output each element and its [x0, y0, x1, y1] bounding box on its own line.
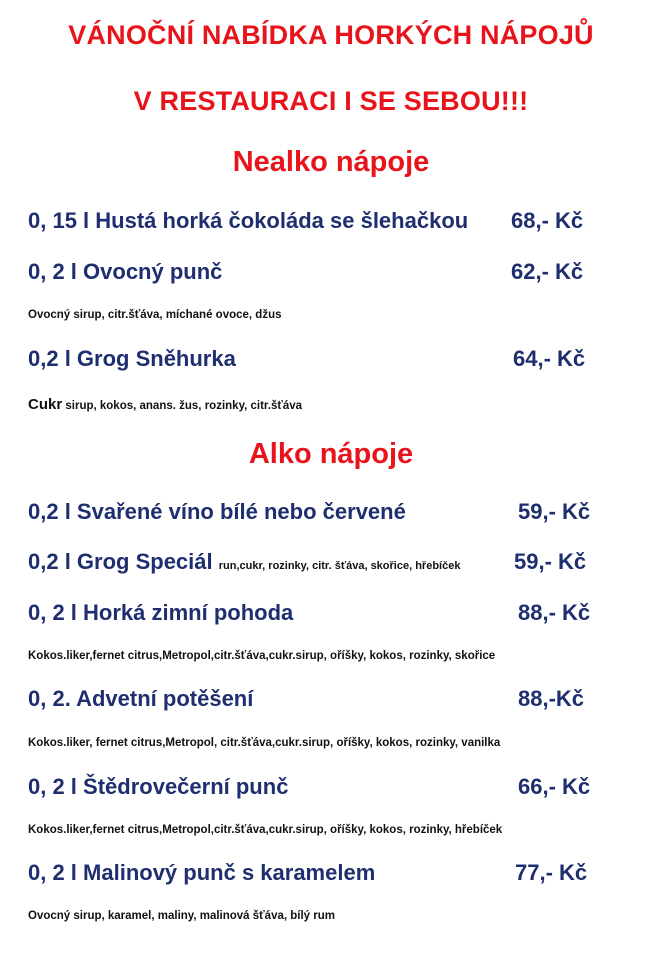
menu-item-price: 59,- Kč — [518, 499, 591, 524]
menu-item-note — [28, 396, 302, 413]
menu-item-note: Kokos.liker,fernet citrus,Metropol,citr.šťáva,cukr.sirup, oříšky, kokos, rozinky, hřebíček — [28, 824, 503, 836]
menu-item-price: 62,- Kč — [511, 259, 584, 284]
menu-title: VÁNOČNÍ NABÍDKA HORKÝCH NÁPOJŮ — [68, 20, 594, 50]
note-text: sirup, kokos, anans. žus, rozinky, citr.šťáva — [62, 400, 303, 412]
menu-item-price: 59,- Kč — [514, 549, 587, 574]
menu-item-name: 0, 15 l Hustá horká čokoláda se šlehačkou — [28, 208, 469, 233]
menu-item-inline-note: run,cukr, rozinky, citr. šťáva, skořice, hřebíček — [218, 560, 461, 572]
menu-item-row — [28, 549, 460, 575]
menu-item-name: 0, 2 l Štědrovečerní punč — [28, 774, 289, 799]
menu-item-name: 0, 2 l Malinový punč s karamelem — [28, 860, 376, 885]
menu-item-price: 88,-Kč — [518, 686, 585, 711]
menu-item-name: 0,2 l Svařené víno bílé nebo červené — [28, 499, 406, 524]
menu-item-price: 66,- Kč — [518, 774, 591, 799]
menu-item-note: Ovocný sirup, karamel, maliny, malinová šťáva, bílý rum — [28, 910, 335, 922]
menu-item-note: Kokos.liker, fernet citrus,Metropol, citr.šťáva,cukr.sirup, oříšky, kokos, rozinky, vanilka — [28, 737, 501, 749]
note-lead: Cukr — [28, 396, 63, 413]
menu-item-price: 88,- Kč — [518, 600, 591, 625]
menu-subtitle: V RESTAURACI I SE SEBOU!!! — [133, 86, 529, 116]
menu-item-name: 0, 2 l Ovocný punč — [28, 259, 223, 284]
menu-item-price: 64,- Kč — [513, 346, 586, 371]
menu-item-price: 68,- Kč — [511, 208, 584, 233]
menu-item-note: Kokos.liker,fernet citrus,Metropol,citr.šťáva,cukr.sirup, oříšky, kokos, rozinky, skořice — [28, 650, 496, 662]
menu-item-name: 0, 2. Advetní potěšení — [28, 686, 254, 711]
menu-item-name: 0,2 l Grog Speciál — [28, 549, 213, 574]
menu-item-note: Ovocný sirup, citr.šťáva, míchané ovoce, džus — [28, 309, 282, 321]
menu-item-price: 77,- Kč — [515, 860, 588, 885]
menu-item-name: 0,2 l Grog Sněhurka — [28, 346, 236, 371]
menu-item-name: 0, 2 l Horká zimní pohoda — [28, 600, 294, 625]
section-heading-alko: Alko nápoje — [248, 438, 414, 470]
section-heading-nealko: Nealko nápoje — [232, 146, 430, 178]
